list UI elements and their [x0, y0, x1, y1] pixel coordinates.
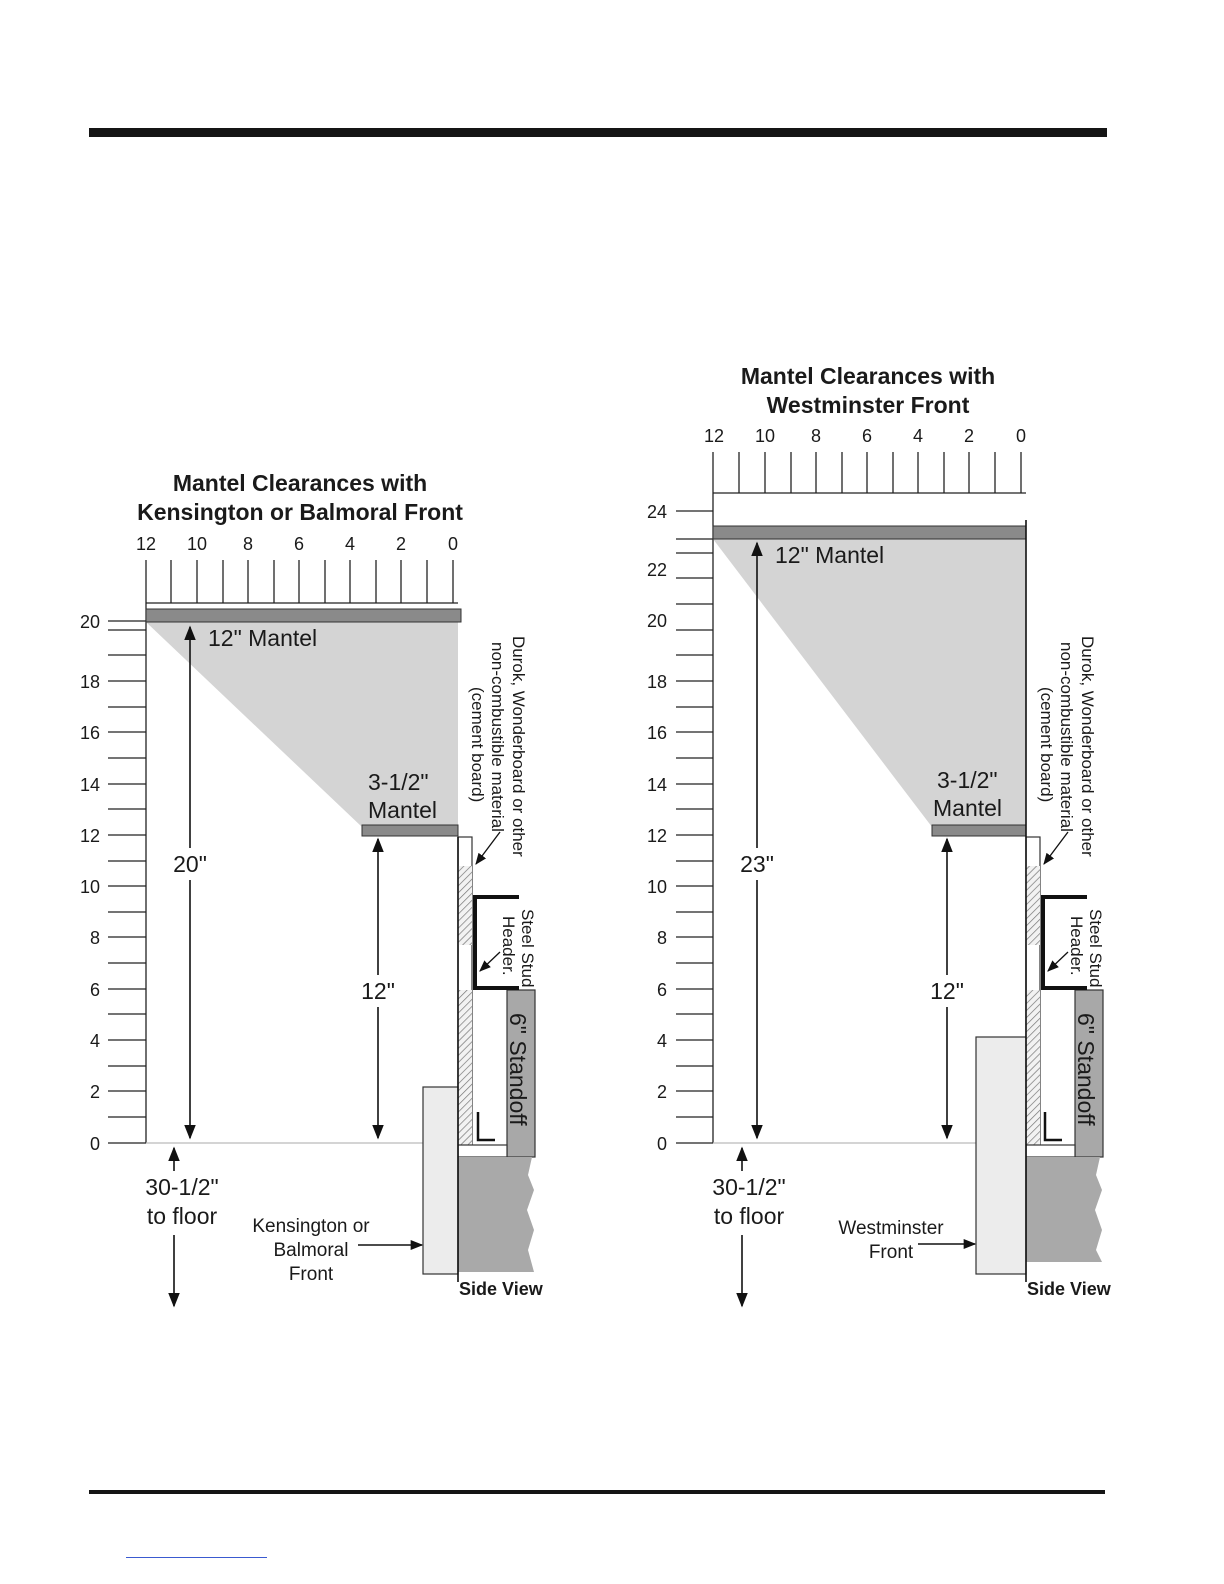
left-top-tick-label: 2: [395, 534, 407, 554]
right-12in-mantel-label: 12" Mantel: [775, 542, 885, 568]
left-top-tick-label: 8: [242, 534, 254, 554]
right-diagram: [647, 363, 1112, 1306]
right-large-dimension-label: 23": [740, 851, 774, 877]
left-top-tick-label: 4: [344, 534, 356, 554]
left-12in-mantel: [146, 609, 461, 622]
right-top-tick-label: 10: [754, 426, 776, 446]
right-steel-stud-label-2: Header.: [1067, 916, 1086, 976]
right-top-tick-label: 2: [963, 426, 975, 446]
left-side-view-label: Side View: [459, 1279, 543, 1299]
right-side-tick-label: 24: [646, 502, 667, 522]
right-side-tick-label: 2: [656, 1082, 667, 1102]
right-side-tick-label: 0: [656, 1134, 667, 1154]
left-steel-stud-label-1: Steel Stud: [518, 909, 537, 988]
left-front-label-1: Kensington or: [252, 1216, 370, 1237]
left-title-line1: Mantel Clearances with: [172, 470, 428, 496]
left-side-tick-label: 8: [89, 928, 100, 948]
left-side-tick-label: 4: [89, 1031, 100, 1051]
left-front-label-3: Front: [288, 1264, 334, 1285]
right-top-tick-label: 12: [703, 426, 725, 446]
right-standoff-label: 6" Standoff: [1073, 1013, 1099, 1126]
left-top-ruler: [136, 534, 458, 603]
left-3-5in-mantel: [362, 825, 458, 836]
left-top-tick-label: 0: [447, 534, 459, 554]
right-small-dimension-label: 12": [930, 978, 964, 1004]
left-cement-label-2: non-combustible material: [488, 642, 507, 832]
right-floor-label-1: 30-1/2": [712, 1174, 786, 1200]
left-small-dimension-label: 12": [361, 978, 395, 1004]
right-top-tick-label: 4: [912, 426, 924, 446]
right-cement-label-2: non-combustible material: [1057, 642, 1076, 832]
right-side-tick-label: 12: [646, 826, 667, 846]
right-top-tick-label: 0: [1015, 426, 1027, 446]
left-side-tick-label: 18: [79, 672, 100, 692]
left-top-tick-label: 12: [135, 534, 157, 554]
footer-link-underline[interactable]: [126, 1557, 267, 1558]
right-floor-label-2: to floor: [713, 1203, 785, 1229]
right-side-tick-label: 4: [656, 1031, 667, 1051]
left-side-tick-label: 16: [79, 723, 100, 743]
left-large-dimension-label: 20": [173, 851, 207, 877]
left-12in-mantel-label: 12" Mantel: [208, 625, 318, 651]
right-side-tick-label: 16: [646, 723, 667, 743]
right-title-line2: Westminster Front: [766, 392, 970, 418]
right-front-label-1: Westminster: [838, 1218, 944, 1239]
left-floor-label-2: to floor: [146, 1203, 218, 1229]
right-3-5in-mantel-label-1: 3-1/2": [937, 767, 998, 793]
left-side-tick-label: 6: [89, 980, 100, 1000]
left-fireplace-front: [423, 1087, 458, 1274]
right-side-tick-label: 6: [656, 980, 667, 1000]
right-3-5in-mantel: [932, 825, 1026, 836]
right-top-tick-label: 6: [861, 426, 873, 446]
left-cement-label-3: (cement board): [468, 687, 487, 803]
right-cement-label-1: Durok, Wonderboard or other: [1078, 636, 1097, 857]
right-top-ruler: [704, 426, 1026, 493]
right-fireplace-front: [976, 1037, 1026, 1274]
left-title-line2: Kensington or Balmoral Front: [137, 499, 463, 525]
right-side-tick-label: 20: [646, 611, 667, 631]
left-side-tick-label: 20: [79, 612, 100, 632]
left-standoff-label: 6" Standoff: [505, 1013, 531, 1126]
left-steel-stud-label-2: Header.: [499, 916, 518, 976]
right-side-tick-label: 14: [646, 775, 667, 795]
right-side-tick-label: 18: [646, 672, 667, 692]
right-title-line1: Mantel Clearances with: [740, 363, 996, 389]
right-steel-stud-label-1: Steel Stud: [1086, 909, 1105, 988]
right-12in-mantel: [713, 526, 1026, 539]
left-diagram: [80, 470, 544, 1306]
right-3-5in-mantel-label-2: Mantel: [933, 795, 1003, 821]
left-cement-label-1: Durok, Wonderboard or other: [509, 636, 528, 857]
bottom-rule: [89, 1490, 1105, 1494]
right-cement-label-3: (cement board): [1037, 687, 1056, 803]
left-side-tick-label: 2: [89, 1082, 100, 1102]
left-side-tick-label: 10: [79, 877, 100, 897]
left-top-tick-label: 6: [293, 534, 305, 554]
right-side-view-label: Side View: [1027, 1279, 1111, 1299]
left-floor-label-1: 30-1/2": [145, 1174, 219, 1200]
right-side-tick-label: 10: [646, 877, 667, 897]
left-top-tick-label: 10: [186, 534, 208, 554]
left-side-tick-label: 12: [79, 826, 100, 846]
left-side-tick-label: 0: [89, 1134, 100, 1154]
right-side-tick-label: 22: [646, 560, 667, 580]
right-front-label-2: Front: [868, 1242, 914, 1263]
left-3-5in-mantel-label-1: 3-1/2": [368, 769, 429, 795]
left-front-label-2: Balmoral: [273, 1240, 349, 1261]
left-side-tick-label: 14: [79, 775, 100, 795]
left-3-5in-mantel-label-2: Mantel: [368, 797, 438, 823]
right-side-tick-label: 8: [656, 928, 667, 948]
right-top-tick-label: 8: [810, 426, 822, 446]
